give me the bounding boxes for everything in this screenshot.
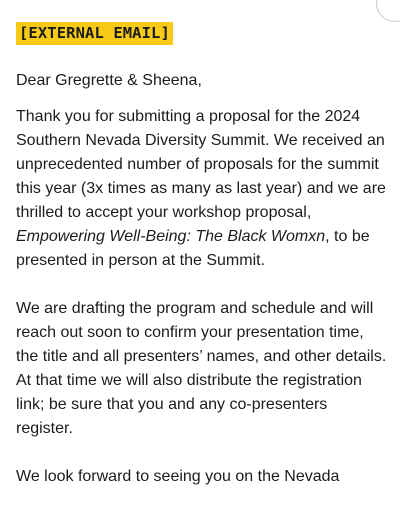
paragraph-text: , to be presented in person at the Summit. [16, 228, 370, 269]
workshop-title: Empowering Well-Being: The Black Womxn [16, 228, 326, 245]
email-paragraph-acceptance [16, 105, 388, 273]
paragraph-text: Thank you for submitting a proposal for the 2024 Southern Nevada Diversity Summit. We received an unprecedented number of proposals for the summit this year (3x times as many as last year) and we are thrilled to accept your workshop proposal, [16, 108, 386, 221]
email-body [16, 22, 388, 507]
email-greeting: Dear Gregrette & Sheena, [16, 72, 202, 89]
email-paragraph-closing: We look forward to seeing you on the Nevada [16, 468, 340, 485]
email-paragraph-schedule: We are drafting the program and schedule and will reach out soon to confirm your presentation time, the title and all presenters’ names, and other details. At that time we will also distribute the registration link; be sure that you and any co-presenters register. [16, 300, 387, 437]
circle-button-icon[interactable] [376, 0, 400, 22]
external-email-banner: [EXTERNAL EMAIL] [16, 22, 173, 45]
